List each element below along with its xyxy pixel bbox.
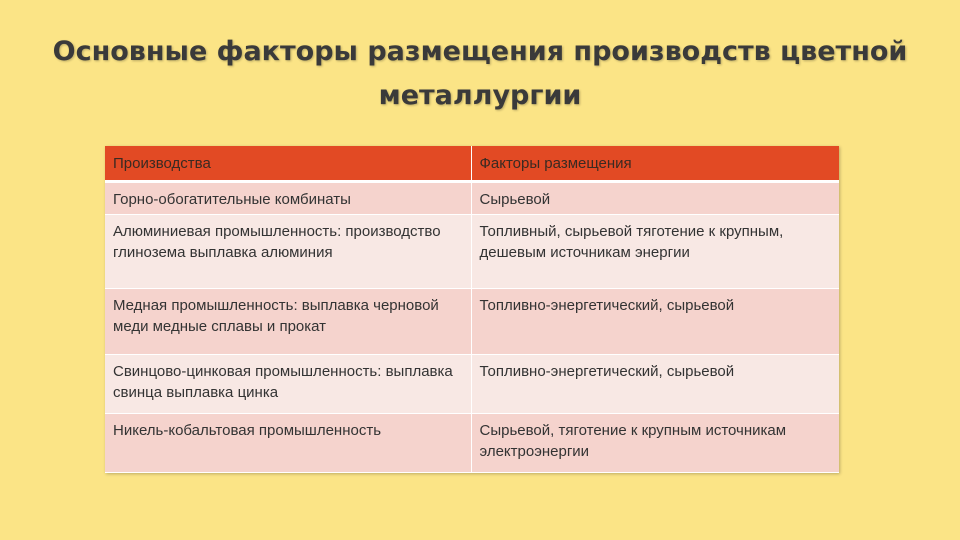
- factor-cell: Топливно-энергетический, сырьевой: [471, 355, 839, 414]
- table-row: [105, 215, 839, 289]
- factor-cell: Топливно-энергетический, сырьевой: [471, 289, 839, 355]
- factors-table-container: [105, 146, 839, 473]
- production-cell: Медная промышленность: выплавка черновой меди медные сплавы и прокат: [105, 289, 471, 355]
- production-cell: Горно-обогатительные комбинаты: [105, 182, 471, 215]
- production-cell: Алюминиевая промышленность: производство глинозема выплавка алюминия: [105, 215, 471, 289]
- table-row: [105, 355, 839, 414]
- table-row: [105, 414, 839, 473]
- factor-cell: Сырьевой, тяготение к крупным источникам электроэнергии: [471, 414, 839, 473]
- header-productions: Производства: [105, 146, 471, 182]
- production-cell: Свинцово-цинковая промышленность: выплавка свинца выплавка цинка: [105, 355, 471, 414]
- factor-cell: Сырьевой: [471, 182, 839, 215]
- table-row: [105, 289, 839, 355]
- table-header-row: [105, 146, 839, 182]
- header-factors: Факторы размещения: [471, 146, 839, 182]
- table-row: [105, 182, 839, 215]
- factor-cell: Топливный, сырьевой тяготение к крупным, дешевым источникам энергии: [471, 215, 839, 289]
- slide-title: Основные факторы размещения производств цветной металлургии: [52, 36, 908, 111]
- production-cell: Никель-кобальтовая промышленность: [105, 414, 471, 473]
- factors-table: [105, 146, 839, 473]
